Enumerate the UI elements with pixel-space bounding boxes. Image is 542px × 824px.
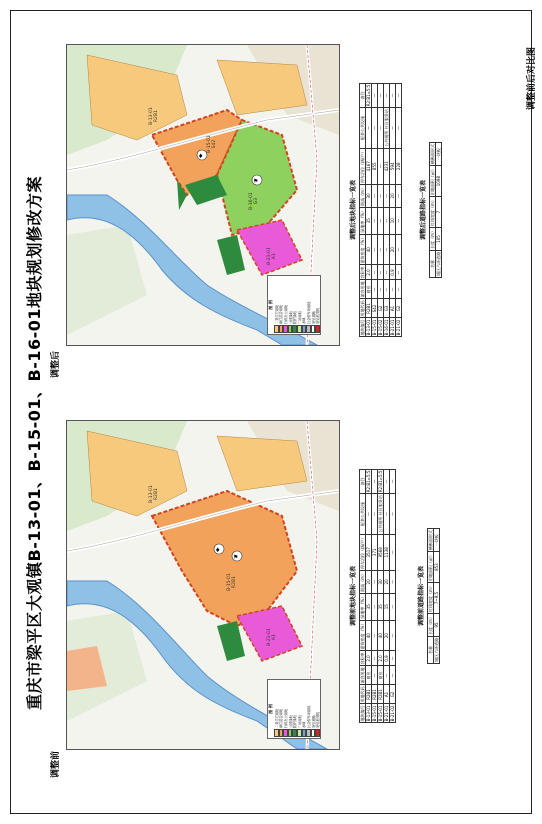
legend-label: 规划道路 [311, 311, 316, 324]
table-cell: B-13-01 [366, 705, 371, 722]
table-cell: — [378, 184, 384, 207]
parcel-use: S42 [212, 139, 217, 149]
table-cell: — [372, 593, 378, 620]
table-cell: 40 [366, 620, 372, 651]
after-label: 调整后 [51, 350, 61, 378]
parcel-code: B-15-01 [207, 135, 212, 153]
legend-label: 商住混合用地 [279, 708, 284, 728]
table-cell: 10 [390, 207, 396, 234]
table-cell: 30 [378, 570, 384, 593]
table-cell: G2 [396, 299, 402, 318]
column-header: 长度（m） [430, 229, 435, 249]
legend-label: 社会停车场用地 [306, 705, 311, 728]
table-cell: 公共厕所 社区服务站 [378, 495, 383, 533]
column-header: 红线宽度（m） [430, 198, 435, 226]
table-cell: B-21-02 [390, 705, 395, 722]
table-cell: R2:B1=5:5 [378, 470, 383, 493]
table-cell: 4231 [384, 148, 390, 184]
table-cell: — [378, 148, 384, 184]
table-cell: G2 [390, 685, 396, 704]
table-cell: — [390, 534, 396, 570]
column-header: 兼容用地 [360, 281, 365, 298]
table-cell: — [378, 83, 384, 108]
table-cell: A1 [390, 299, 396, 318]
legend-items [274, 276, 320, 334]
table-cell: 35 [378, 593, 384, 620]
column-header: 地块编号 [360, 705, 365, 722]
table-cell: — [372, 570, 378, 593]
legend-label: 公园绿地 [288, 311, 293, 324]
parcel-code: B-13-01 [149, 107, 154, 125]
table-cell: G2 [378, 299, 384, 318]
map-after [66, 44, 340, 346]
table-cell: 商业 [366, 666, 372, 685]
parcel-use: R2B1 [232, 576, 237, 589]
table-cell: G3 [384, 299, 390, 318]
table-cell: 1138 [384, 534, 390, 570]
table-cell: 20 [384, 570, 390, 593]
table-cell: B-21-01 [390, 319, 395, 336]
table-cell: — [372, 184, 378, 207]
column-header: 地块编号 [360, 319, 365, 336]
legend-title: 图 例 [268, 704, 273, 714]
parcel-use: A1 [272, 253, 277, 260]
parcel-use: A1 [272, 634, 277, 641]
table-cell: — [366, 108, 372, 148]
table-cell: 35 [366, 593, 372, 620]
table-cell: B-21-02 [396, 319, 401, 336]
table-cell: R2B1 [372, 685, 378, 704]
table-cell: B-15-01 [378, 705, 383, 722]
table-cell: 40 [378, 620, 384, 651]
legend-label: 商住混合用地 [279, 304, 284, 324]
table-cell: — [372, 494, 378, 534]
column-header: 名称 [428, 636, 434, 663]
table-cell: — [396, 83, 402, 108]
table-cell: — [396, 207, 402, 234]
legend-swatch [315, 325, 320, 333]
legend-label: 规划范围线 [316, 308, 321, 324]
table-cell: — [372, 280, 378, 299]
column-header: 备注 [360, 83, 366, 108]
table-caption: 调整前地块指标一览表 [350, 566, 357, 627]
legend-label: 水域 [302, 721, 307, 728]
table-cell: 20 [384, 620, 390, 651]
map-before [66, 420, 340, 750]
table-cell: — [384, 83, 390, 108]
column-header: 用地面积（㎡） [428, 553, 433, 582]
table-cell: 35 [366, 207, 372, 234]
parcel-code: B-16-01 [249, 192, 254, 210]
parcel-use: R2B1 [154, 110, 159, 123]
table-cell: 9568 [378, 534, 384, 570]
page-title: 重庆市梁平区大观镇B-13-01、B-15-01、B-16-01地块规划修改方案 [25, 175, 44, 710]
table-cell: — [372, 83, 378, 108]
table-row [390, 469, 396, 723]
legend-label: 规划道路 [311, 715, 316, 728]
table-cell: — [390, 620, 396, 651]
legend-title: 图 例 [268, 300, 273, 310]
before-tables [348, 416, 440, 776]
legend-label: 规划范围线 [316, 712, 321, 728]
column-header: 红线宽度（m） [428, 584, 433, 612]
table-cell: 1098 [436, 166, 442, 197]
legend-label: 防护绿地 [293, 311, 298, 324]
table-cell: 2.0 [366, 651, 372, 666]
legend-label: 二类住宅用地 [274, 304, 279, 324]
table-cell: — [378, 207, 384, 234]
table-cell: — [390, 494, 396, 534]
table-cell: R2B1 [378, 685, 384, 704]
table-cell: 2.0 [366, 265, 372, 280]
parcel-table-after [359, 83, 402, 338]
table-caption: 调整前道路指标一览表 [418, 566, 425, 627]
legend-label: 广场用地 [297, 715, 302, 728]
legend-label: 广场用地 [297, 311, 302, 324]
table-cell: — [390, 666, 396, 685]
parcel-use: R2B1 [154, 488, 159, 501]
table-cell: 371 [372, 534, 378, 570]
table-cell: — [390, 593, 396, 620]
table-cell: 594 [390, 148, 396, 184]
table-cell: — [396, 280, 402, 299]
column-header: 用地代码 [360, 300, 365, 317]
table-cell: — [366, 494, 372, 534]
table-cell: — [378, 234, 384, 265]
table-cell: — [372, 234, 378, 265]
table-cell: 30 [366, 184, 372, 207]
table-cell: — [372, 108, 378, 148]
table-cell: 2.0 [378, 651, 384, 666]
svg-text:♦: ♦ [215, 547, 221, 554]
table-cell: — [384, 666, 390, 685]
table-cell: A1 [384, 685, 390, 704]
table-cell: — [384, 234, 390, 265]
legend-label: 行政办公用地 [283, 304, 288, 324]
table-cell: 95 [434, 614, 440, 637]
column-header: 长度（m） [428, 615, 433, 635]
table-cell: 20 [390, 184, 396, 207]
table-cell: 7 [436, 197, 442, 228]
after-tables [348, 40, 442, 380]
column-header: 绿地率（%） [360, 594, 365, 619]
legend-swatch [315, 729, 320, 737]
table-cell: 商业 [366, 280, 372, 299]
table-cell: 公共厕所 社区服务站 [384, 109, 389, 147]
table-cell: B-21-01 [384, 705, 389, 722]
table-cell: 一块板 [434, 529, 440, 552]
table-cell: — [372, 469, 378, 494]
road-table-after [429, 142, 442, 278]
legend-label: 行政办公用地 [283, 708, 288, 728]
legend-label: 水域 [302, 317, 307, 324]
column-header: 配套公共设施 [360, 108, 366, 148]
table-cell: 20 [366, 570, 372, 593]
table-cell: 228 [396, 148, 402, 184]
table-cell: — [390, 570, 396, 593]
legend-label: 二类住宅用地 [274, 708, 279, 728]
table-cell: B-15-01 [372, 705, 377, 722]
column-header: 限高（m） [360, 185, 365, 206]
table-cell: — [390, 651, 396, 666]
table-cell: 40 [366, 234, 372, 265]
table-cell: S42 [372, 299, 378, 318]
svg-text:⚑: ⚑ [253, 178, 259, 185]
parcel-code: B-15-01 [227, 573, 232, 591]
table-cell: 3517 [366, 534, 372, 570]
table-cell: 商业 [378, 666, 384, 685]
column-header: 绿地率（%） [360, 208, 365, 233]
table-cell: R2B1 [366, 299, 372, 318]
parcel-use: G3 [254, 197, 259, 205]
column-header: 容积率 [360, 266, 365, 279]
legend-item [315, 680, 320, 738]
table-cell: R2:B1=5:5 [366, 470, 371, 493]
column-header: 配套公共设施 [360, 494, 366, 534]
svg-text:♦: ♦ [198, 153, 204, 160]
table-cell: B-15-02 [378, 319, 383, 336]
table-cell: — [384, 494, 390, 534]
table-cell: — [396, 234, 402, 265]
table-cell: — [372, 620, 378, 651]
column-header: 用地面积（㎡） [430, 167, 435, 196]
legend-items [274, 680, 320, 738]
column-header: 容积率 [360, 652, 365, 665]
table-cell: B-16-01 [384, 319, 389, 336]
table-cell: — [384, 207, 390, 234]
table-cell: — [384, 469, 390, 494]
table-cell: — [372, 207, 378, 234]
column-header: 用地代码 [360, 686, 365, 703]
table-cell: 城区六环道路 [434, 637, 439, 662]
legend-label: 防护绿地 [293, 715, 298, 728]
map-legend [267, 679, 321, 739]
table-cell: B-13-01 [366, 319, 371, 336]
table-cell: — [390, 469, 396, 494]
parcel-table-before [359, 469, 396, 724]
table-cell: — [390, 108, 396, 148]
table-cell: — [372, 666, 378, 685]
table-row [434, 529, 440, 664]
table-cell: 7~9.5 [434, 583, 440, 614]
column-header: 备注 [360, 469, 366, 494]
table-caption: 调整后地块指标一览表 [350, 180, 357, 241]
table-cell: — [378, 280, 384, 299]
legend-item [315, 276, 320, 334]
table-cell: R2:B1=5:5 [366, 84, 371, 107]
table-cell: 4167 [366, 148, 372, 184]
column-header: 限高（m） [360, 571, 365, 592]
legend-label: 公园绿地 [288, 715, 293, 728]
table-cell: — [396, 265, 402, 280]
map-legend [267, 275, 321, 335]
table-cell: — [390, 280, 396, 299]
table-cell: — [384, 280, 390, 299]
table-row [396, 83, 402, 337]
column-header: 兼容用地 [360, 667, 365, 684]
column-header: 建筑密度（%） [360, 621, 365, 650]
table-cell: B-15-01 [372, 319, 377, 336]
table-cell: 0.9 [384, 651, 390, 666]
section-label-comparison: 调整前后对比图 [527, 46, 537, 110]
parcel-code: B-21-01 [267, 247, 272, 265]
table-cell: — [384, 265, 390, 280]
column-header: 横断面形式 [428, 530, 433, 551]
table-cell: 城区六环道路 [436, 251, 441, 276]
table-cell: — [396, 108, 402, 148]
parcel-code: B-21-01 [267, 628, 272, 646]
table-cell: — [390, 83, 396, 108]
column-header: 停车泊位（辆/户） [360, 149, 365, 183]
road-table-before [427, 528, 440, 664]
table-cell: R2B1 [366, 685, 372, 704]
parcel-code: B-13-01 [149, 485, 154, 503]
table-cell: — [378, 265, 384, 280]
table-cell: — [372, 265, 378, 280]
table-cell: — [372, 651, 378, 666]
svg-text:⚑: ⚑ [233, 554, 239, 561]
table-cell: 一块板 [436, 143, 442, 166]
column-header: 停车泊位（辆/户） [360, 535, 365, 569]
table-cell: 0.9 [390, 265, 396, 280]
table-cell: — [384, 184, 390, 207]
column-header: 名称 [430, 250, 436, 277]
table-cell: 853 [434, 552, 440, 583]
table-cell: 15 [384, 593, 390, 620]
before-label: 调整前 [51, 750, 61, 778]
column-header: 横断面形式 [430, 144, 435, 165]
table-cell: 855 [372, 148, 378, 184]
table-cell: 105 [436, 228, 442, 251]
table-cell: — [396, 184, 402, 207]
table-cell: 20 [390, 234, 396, 265]
legend-label: 社会停车场用地 [306, 301, 311, 324]
table-caption: 调整后道路指标一览表 [420, 180, 427, 241]
table-row [436, 143, 442, 278]
table-cell: — [378, 108, 384, 148]
column-header: 建筑密度（%） [360, 235, 365, 264]
